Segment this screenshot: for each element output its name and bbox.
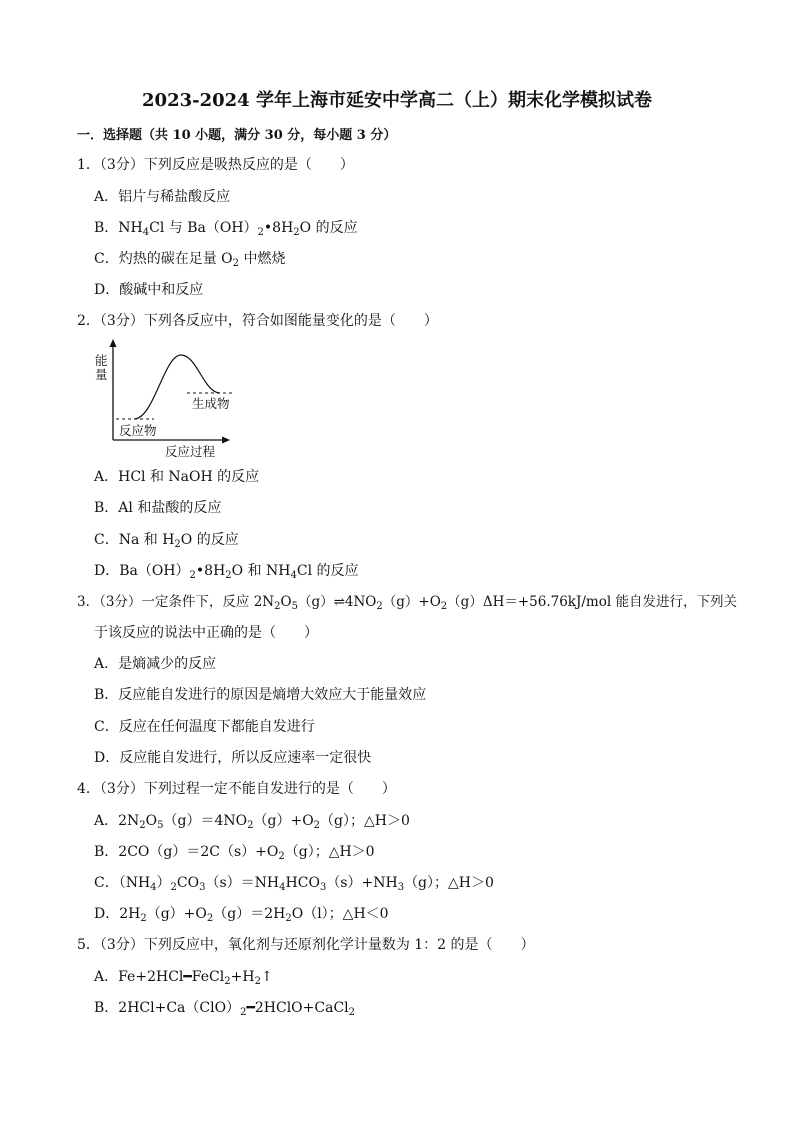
question-2-option-d: D．$Ba(OH)_2•8H_2O$ 和 $NH_4Cl$ 的反应 (94, 563, 359, 581)
question-4-stem: 4．（3分）下列过程一定不能自发进行的是（ ） (77, 781, 396, 797)
question-2-stem: 2．（3分）下列各反应中，符合如图能量变化的是（ ） (77, 313, 438, 329)
energy-diagram (92, 337, 252, 462)
page-title: 2023-2024 学年上海市延安中学高二（上）期末化学模拟试卷 (142, 90, 652, 111)
question-1-option-a: A．铝片与稀盐酸反应 (94, 189, 231, 205)
question-2-option-a: A．HCl 和 NaOH 的反应 (94, 469, 260, 485)
y-axis-label-2: 量 (95, 367, 108, 382)
y-axis-label-1: 能 (95, 353, 108, 368)
question-5-option-b: B．$2HCl+Ca(ClO)_2━2HClO+CaCl_2$ (94, 1000, 356, 1018)
question-2-option-b: B．Al 和盐酸的反应 (94, 500, 222, 516)
question-3-option-d: D．反应能自发进行，所以反应速率一定很快 (94, 750, 372, 766)
question-1-stem: 1．（3分）下列反应是吸热反应的是（ ） (77, 157, 354, 173)
section-heading: 一．选择题（共 10 小题，满分 30 分，每小题 3 分） (77, 128, 397, 143)
question-1-option-d: D．酸碱中和反应 (94, 282, 204, 298)
question-5-stem: 5．（3分）下列反应中，氧化剂与还原剂化学计量数为 1：2 的是（ ） (77, 937, 535, 953)
question-4-option-d: D．$2H_2(g)+O_2(g)=2H_2O(l)$；△H＜0 (94, 906, 389, 924)
question-2-option-c: C．Na 和 $H_2O$ 的反应 (94, 532, 239, 550)
x-axis-label: 反应过程 (165, 444, 216, 459)
question-3-stem-continued: 于该反应的说法中正确的是（ ） (94, 625, 318, 641)
question-3-option-a: A．是熵减少的反应 (94, 656, 217, 672)
question-1-option-c: C．灼热的碳在足量 $O_2$ 中燃烧 (94, 251, 286, 269)
question-3-option-b: B．反应能自发进行的原因是熵增大效应大于能量效应 (94, 687, 427, 703)
reactant-label: 反应物 (119, 423, 157, 438)
product-label: 生成物 (192, 396, 230, 411)
question-4-option-a: A．$2N_2O_5(g)=4NO_2(g)+O_2(g)$；△H＞0 (94, 813, 410, 831)
question-1-option-b: B．$NH_4Cl$ 与 $Ba(OH)_2•8H_2O$ 的反应 (94, 220, 358, 238)
question-4-option-b: B．$2CO(g)=2C(s)+O_2(g)$；△H＞0 (94, 844, 375, 862)
question-5-option-a: A．$Fe+2HCl━FeCl_2+H_2↑$ (94, 969, 273, 987)
question-4-option-c: C．$(NH_4)_2CO_3(s)=NH_4HCO_3(s)+NH_3(g)$；△H＞0 (94, 875, 494, 893)
question-3-stem: 3．（3分）一定条件下，反应 $2N_2O_5(g)\rightleftharpoons 4NO_2(g)+O_2(g)\Delta H=+56.76kJ$/mol 能自发进行，下列关 (77, 594, 737, 612)
question-3-option-c: C．反应在任何温度下都能自发进行 (94, 719, 315, 735)
